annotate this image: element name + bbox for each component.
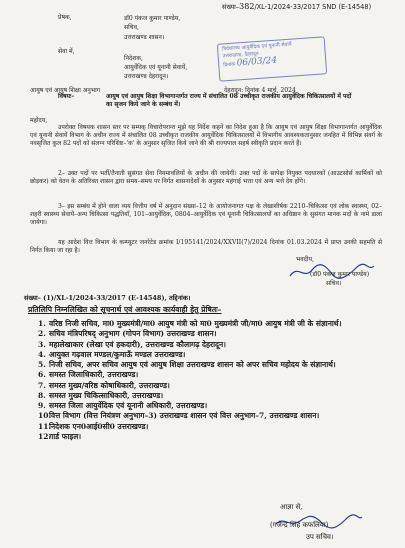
paragraph-4: यह आदेश वित्त विभाग के कम्प्यूटर जनरेटेड क्रमांक I/195141/2024/XXVII(7)/2024 दिनांक 01.03.2024 में प्राप्त उनकी सहमति से निर्गत किया जा रहा है।	[30, 239, 382, 255]
subject-text: आयुष एवं आयुष शिक्षा विभागान्तर्गत राज्य में संचालित 08 उच्चीकृत राजकीय आयुर्वेदिक चिकित्सालयों में पदों का सृजन किये जाने के सम्बंध में।	[106, 93, 352, 109]
list-item: 2. सचिव मंत्रिपरिषद् अनुभाग (गोपन विभाग) उत्तराखण्ड शासन।	[38, 329, 217, 339]
list-item: 5. निजी सचिव, अपर सचिव आयुष एवं आयुष शिक्षा उत्तराखण्ड शासन को अपर सचिव महोदय के संज्ञानार्थ।	[38, 360, 336, 370]
list-item: 12. गार्ड फाइल।	[38, 431, 82, 441]
list-item: 1. वरिष्ठ निजी सचिव, मा0 मुख्यमंत्री/मा0 आयुष मंत्री को मा0 मुख्यमंत्री जी/मा0 आयुष मंत्री जी के संज्ञानार्थ।	[38, 319, 342, 328]
list-item: 8. समस्त मुख्य चिकित्साधिकारी, उत्तराखण्ड।	[38, 390, 164, 400]
recipient-block	[124, 54, 187, 81]
closing-aagya-se: आज्ञा से,	[280, 503, 303, 511]
signatory-2-designation: उप सचिव।	[306, 533, 334, 541]
list-item: 3. महालेखाकार (लेखा एवं हकदारी), उत्तराखण्ड कौलागढ़ देहरादून।	[38, 339, 227, 349]
salutation: महोदय,	[30, 117, 48, 124]
list-item: 7. समस्त मुख्य/वरिष्ठ कोषाधिकारी, उत्तराखण्ड।	[38, 380, 170, 390]
receipt-stamp	[217, 36, 327, 81]
list-item: 9. समस्त जिला आयुर्वेदिक एवं यूनानी अधिकारी, उत्तराखण्ड।	[38, 401, 208, 411]
recipient-label: सेवा में,	[58, 48, 75, 55]
stamp-line-2: उत्तराखण्ड, देहरादून	[222, 50, 259, 60]
copy-recipient-list	[38, 319, 388, 442]
sankhya-label: संख्या–	[222, 3, 240, 11]
signatory-1-designation: सचिव।	[326, 280, 342, 287]
subject-label: विषयः–	[58, 93, 75, 100]
letter-date: देहरादून: दिनांक 4 मार्च, 2024	[224, 87, 296, 94]
stamp-handwritten-date: 06/03/24	[236, 55, 278, 69]
sender-name: डॉ0 पंकज कुमार पाण्डेय,	[124, 15, 181, 22]
sender-label: प्रेषक,	[58, 14, 72, 21]
section-name: आयुष एवं आयुष शिक्षा अनुभाग	[30, 87, 101, 94]
sender-office: उत्तराखण्ड शासन।	[124, 33, 165, 41]
sankhya-number: 382	[239, 2, 255, 11]
recipient-department: आयुर्वेदिक एवं यूनानी सेवायें,	[124, 64, 188, 72]
stamp-line-1: निदेशालय आयुर्वेदिक एवं यूनानी सेवायें	[222, 41, 292, 53]
paragraph-3: 3– इस सम्बंध में होने वाला व्यय वित्तीय वर्ष में अनुदान संख्या–12 के आयोजनागत पक्ष के लेखाशीर्षक 2210–चिकित्सा एवं लोक स्वास्थ्य, 02–शहरी स्वास्थ्य सेवायें–अन्य चिकित्सा पद्धतियाँ, 101–आयुर्वेदिक, 0804–आयुर्वेदिक एवं यूनानी चिकित्सालयों का अधिष्ठान के सुसंगत मानक मदों के नामे डाला जायेगा।	[30, 203, 382, 227]
list-item: 6. समस्त जिलाधिकारी, उत्तराखण्ड।	[38, 370, 139, 380]
list-item: 4. आयुक्त गढ़वाल मण्डल/कुमाऊँ मण्डल उत्तराखण्ड।	[38, 349, 186, 359]
signatory-1-name: (डॉ0 पंकज कुमार पाण्डेय)	[310, 271, 370, 278]
copy-reference-line: संख्या– (1)/XL-1/2024-33/2017 (E-14548), तद्दिनांक।	[24, 294, 191, 302]
copy-heading: प्रतिलिपि निम्नलिखित को सूचनार्थ एवं आवश्यक कार्यवाही हेतु प्रेषितः–	[28, 305, 222, 314]
reference-code: /XL-1/2024-33/2017 SND (E-14548)	[254, 3, 372, 11]
paragraph-2: 2– उक्त पदों पर भर्ती/तैनाती सुसंगत सेवा नियमावलियों के अधीन की जायेगी। उक्त पदों के सापेक्ष नियुक्त पदधारकों (आउटसोर्स कार्मिकों को छोड़कर) को वेतन के अतिरिक्त शासन द्वारा समय–समय पर निर्गत शासनादेशों के अनुसार महंगाई भत्ता एवं अन्य भत्ते देय होंगे।	[30, 170, 382, 186]
closing-bhavdiya: भवदीय,	[296, 256, 314, 263]
recipient-location: उत्तराखण्ड देहरादून।	[124, 73, 169, 81]
list-item: 10. वित्त विभाग (वित्त नियंत्रण अनुभाग–3) उत्तराखण्ड शासन एवं वित्त अनुभाग–7, उत्तराखण्ड शासन।	[38, 411, 320, 421]
paragraph-1: उपरोक्त विषयक शासन स्तर पर सम्यक् विचारोपरान्त मुझे यह निर्देश कहने का निदेश हुआ है कि आयुष एवं आयुष शिक्षा विभागान्तर्गत आयुर्वेदिक एवं यूनानी सेवायें विभाग के अधीन राज्य में संचालित 08 उच्चीकृत राजकीय आयुर्वेदिक चिकित्सालयों में विभागीय आवश्यकतानुसार जनहित में विभिन्न संवर्ग के नवसृजित कुल 82 पदों को संलग्न परिशिष्ट–'क' के अनुसार सृजित किये जाने की श्री राज्यपाल सहर्ष स्वीकृति प्रदान करते हैं।	[30, 124, 382, 148]
recipient-title: निदेशक,	[124, 55, 143, 62]
sender-block	[124, 14, 180, 42]
list-item: 11. निदेशक एन0आई0सी0 उत्तराखण्ड।	[38, 421, 149, 431]
stamp-date-label: दिनांक	[223, 61, 236, 69]
sender-designation: सचिव,	[124, 24, 139, 32]
letter-reference-number	[222, 2, 371, 13]
signatory-2-name: (गजेन्द्र सिंह कफलिया)	[270, 521, 329, 529]
